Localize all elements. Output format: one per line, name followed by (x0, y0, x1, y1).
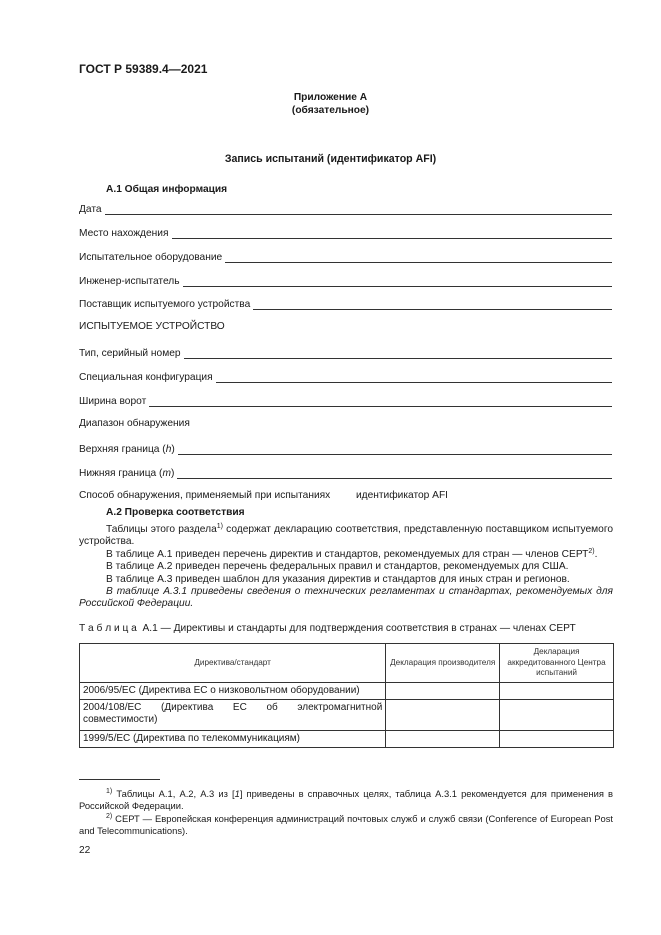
cell-center[interactable] (500, 700, 614, 731)
cell-center[interactable] (500, 683, 614, 700)
cell-center[interactable] (500, 731, 614, 748)
table-row (80, 683, 614, 700)
cell-manufacturer[interactable] (386, 731, 500, 748)
blank-line (253, 300, 612, 310)
field-device-supplier[interactable] (79, 296, 612, 310)
field-gate-width[interactable] (79, 393, 612, 407)
paragraph-5: В таблице А.3.1 приведены сведения о технических регламентах и стандартах, рекомендуемых для Российской Федерации. (79, 586, 613, 610)
blank-line (105, 205, 612, 215)
cell-manufacturer[interactable] (386, 683, 500, 700)
cell-directive: 2006/95/ЕС (Директива ЕС о низковольтном оборудовании) (80, 683, 386, 700)
table-caption-prefix: Т а б л и ц а (79, 623, 137, 634)
detection-method-value: идентификатор AFI (355, 490, 449, 501)
blank-line (149, 397, 612, 407)
blank-line (177, 469, 612, 479)
blank-line (183, 277, 612, 287)
field-special-config[interactable] (79, 369, 612, 383)
cell-directive: 2004/108/ЕС (Директива ЕС об электромагнитной совместимости) (80, 700, 386, 731)
field-label: Поставщик испытуемого устройства (79, 299, 251, 310)
header-center: Декларация аккредитованного Центра испытаний (500, 644, 614, 683)
field-label: Дата (79, 204, 102, 215)
field-label: Ширина ворот (79, 396, 147, 407)
paragraph-4: В таблице А.3 приведен шаблон для указания директив и стандартов для иных стран и регионов. (106, 574, 570, 585)
paragraph-1: Таблицы этого раздела$^{1)}$ содержат декларацию соответствия, представленную поставщиком испытуемого устройства. (79, 523, 613, 548)
paragraph-2: В таблице А.1 приведен перечень директив и стандартов, рекомендуемых для стран — членов СЕРТ$^{2)}$. (106, 548, 598, 560)
footnote-1: $^{1)}$ Таблицы А.1, А.2, А.3 из [1] приведены в справочных целях, таблица А.3.1 рекомендуется для применения в Российской Федерации. (79, 788, 613, 811)
section-a1-title: А.1 Общая информация (106, 184, 228, 195)
appendix-subtitle: (обязательное) (291, 105, 370, 116)
blank-line (225, 253, 612, 263)
field-label: Нижняя граница (m) (79, 468, 175, 479)
field-label: Инженер-испытатель (79, 276, 180, 287)
cell-manufacturer[interactable] (386, 700, 500, 731)
field-upper-limit[interactable] (79, 441, 612, 455)
paragraph-3: В таблице А.2 приведен перечень федеральных правил и стандартов, рекомендуемых для США. (106, 561, 569, 572)
field-date[interactable] (79, 201, 612, 215)
detection-method-label: Способ обнаружения, применяемый при испытаниях (79, 490, 331, 501)
field-lower-limit[interactable] (79, 465, 612, 479)
blank-line (178, 445, 612, 455)
appendix-title: Приложение А (293, 92, 368, 103)
table-header-row (80, 644, 614, 683)
field-label: Испытательное оборудование (79, 252, 223, 263)
detection-method (79, 490, 448, 501)
field-label: Место нахождения (79, 228, 169, 239)
cell-directive: 1999/5/ЕС (Директива по телекоммуникациям) (80, 731, 386, 748)
table-caption (79, 623, 576, 634)
blank-line (184, 349, 612, 359)
field-label: Верхняя граница (h) (79, 444, 175, 455)
document-header: ГОСТ Р 59389.4—2021 (79, 62, 208, 76)
blank-line (216, 373, 612, 383)
footnote-2: $^{2)}$ СЕРТ — Европейская конференция администраций почтовых служб и служб связи (Conference of European Post and Telecommunications). (79, 813, 613, 836)
header-manufacturer: Декларация производителя (386, 644, 500, 683)
page-number: 22 (79, 845, 91, 856)
field-test-engineer[interactable] (79, 273, 612, 287)
section-a2-title: А.2 Проверка соответствия (106, 507, 245, 518)
footnote-separator (79, 779, 160, 780)
field-location[interactable] (79, 225, 612, 239)
header-directive: Директива/стандарт (80, 644, 386, 683)
field-label: Специальная конфигурация (79, 372, 213, 383)
device-heading: ИСПЫТУЕМОЕ УСТРОЙСТВО (79, 321, 225, 332)
table-row (80, 700, 614, 731)
table-row (80, 731, 614, 748)
field-label: Тип, серийный номер (79, 348, 181, 359)
record-title: Запись испытаний (идентификатор AFI) (224, 153, 437, 165)
field-type-serial[interactable] (79, 345, 612, 359)
blank-line (172, 229, 613, 239)
table-caption-text: А.1 — Директивы и стандарты для подтверждения соответствия в странах — членах СЕРТ (142, 623, 576, 634)
field-test-equipment[interactable] (79, 249, 612, 263)
detection-range-label: Диапазон обнаружения (79, 418, 190, 429)
directives-table (79, 643, 614, 748)
